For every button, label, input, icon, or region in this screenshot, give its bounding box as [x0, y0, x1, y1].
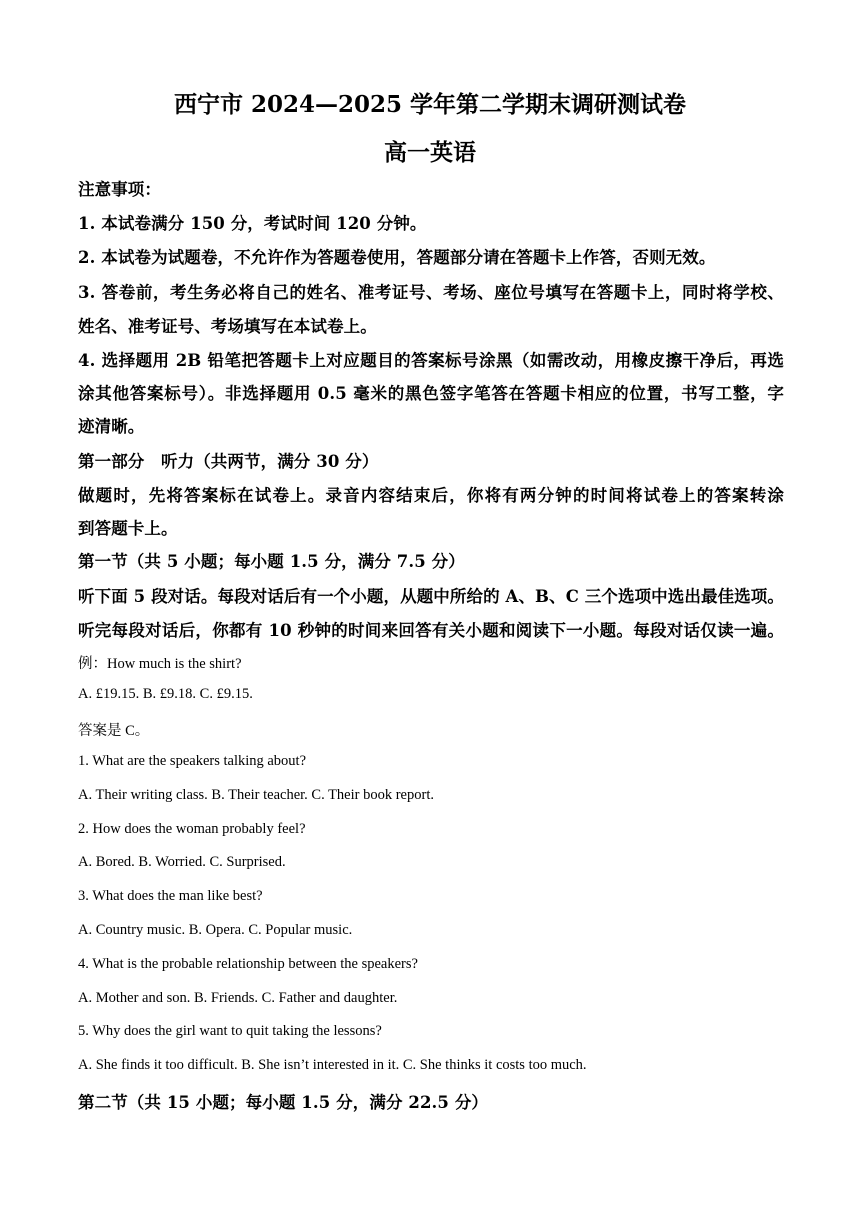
note-item: 姓名、准考证号、考场填写在本试卷上。	[78, 317, 377, 336]
example-options: A. £19.15. B. £9.18. C. £9.15.	[78, 686, 253, 702]
exam-subtitle: 高一英语	[384, 139, 476, 166]
question-text: 2. How does the woman probably feel?	[78, 821, 306, 837]
question-options: A. Bored. B. Worried. C. Surprised.	[78, 854, 286, 870]
note-item: 1. 本试卷满分 150 分，考试时间 120 分钟。	[78, 214, 427, 233]
section2-heading: 第二节（共 15 小题；每小题 1.5 分，满分 22.5 分）	[78, 1093, 489, 1112]
example-answer: 答案是 C。	[78, 723, 150, 739]
note-item: 涂其他答案标号）。非选择题用 0.5 毫米的黑色签字笔答在答题卡相应的位置，书写工整，字	[78, 384, 784, 403]
question-options: A. She finds it too difficult. B. She isn’t interested in it. C. She thinks it costs too much.	[78, 1057, 587, 1073]
notes-heading: 注意事项：	[78, 180, 161, 199]
part1-intro: 做题时，先将答案标在试卷上。录音内容结束后，你将有两分钟的时间将试卷上的答案转涂	[78, 486, 784, 505]
question-text: 4. What is the probable relationship between the speakers?	[78, 956, 418, 972]
part1-heading: 第一部分 听力（共两节，满分 30 分）	[78, 452, 379, 471]
example-question: 例：How much is the shirt?	[78, 656, 242, 672]
section1-intro: 听下面 5 段对话。每段对话后有一个小题，从题中所给的 A、B、C 三个选项中选出最佳选项。	[78, 587, 784, 606]
note-item: 3. 答卷前，考生务必将自己的姓名、准考证号、考场、座位号填写在答题卡上，同时将学校、	[78, 283, 784, 302]
question-options: A. Their writing class. B. Their teacher. C. Their book report.	[78, 787, 434, 803]
section1-intro: 听完每段对话后，你都有 10 秒钟的时间来回答有关小题和阅读下一小题。每段对话仅读一遍。	[78, 621, 784, 640]
question-options: A. Mother and son. B. Friends. C. Father and daughter.	[78, 990, 398, 1006]
note-item: 2. 本试卷为试题卷，不允许作为答题卷使用，答题部分请在答题卡上作答，否则无效。	[78, 248, 716, 267]
question-text: 3. What does the man like best?	[78, 888, 263, 904]
section1-heading: 第一节（共 5 小题；每小题 1.5 分，满分 7.5 分）	[78, 552, 465, 571]
question-options: A. Country music. B. Opera. C. Popular music.	[78, 922, 353, 938]
part1-intro: 到答题卡上。	[78, 519, 178, 538]
question-text: 5. Why does the girl want to quit taking the lessons?	[78, 1023, 382, 1039]
note-item: 4. 选择题用 2B 铅笔把答题卡上对应题目的答案标号涂黑（如需改动，用橡皮擦干净后，再选	[78, 351, 784, 370]
exam-title: 西宁市 2024—2025 学年第二学期末调研测试卷	[173, 91, 687, 118]
note-item: 迹清晰。	[78, 417, 145, 436]
question-text: 1. What are the speakers talking about?	[78, 753, 307, 769]
